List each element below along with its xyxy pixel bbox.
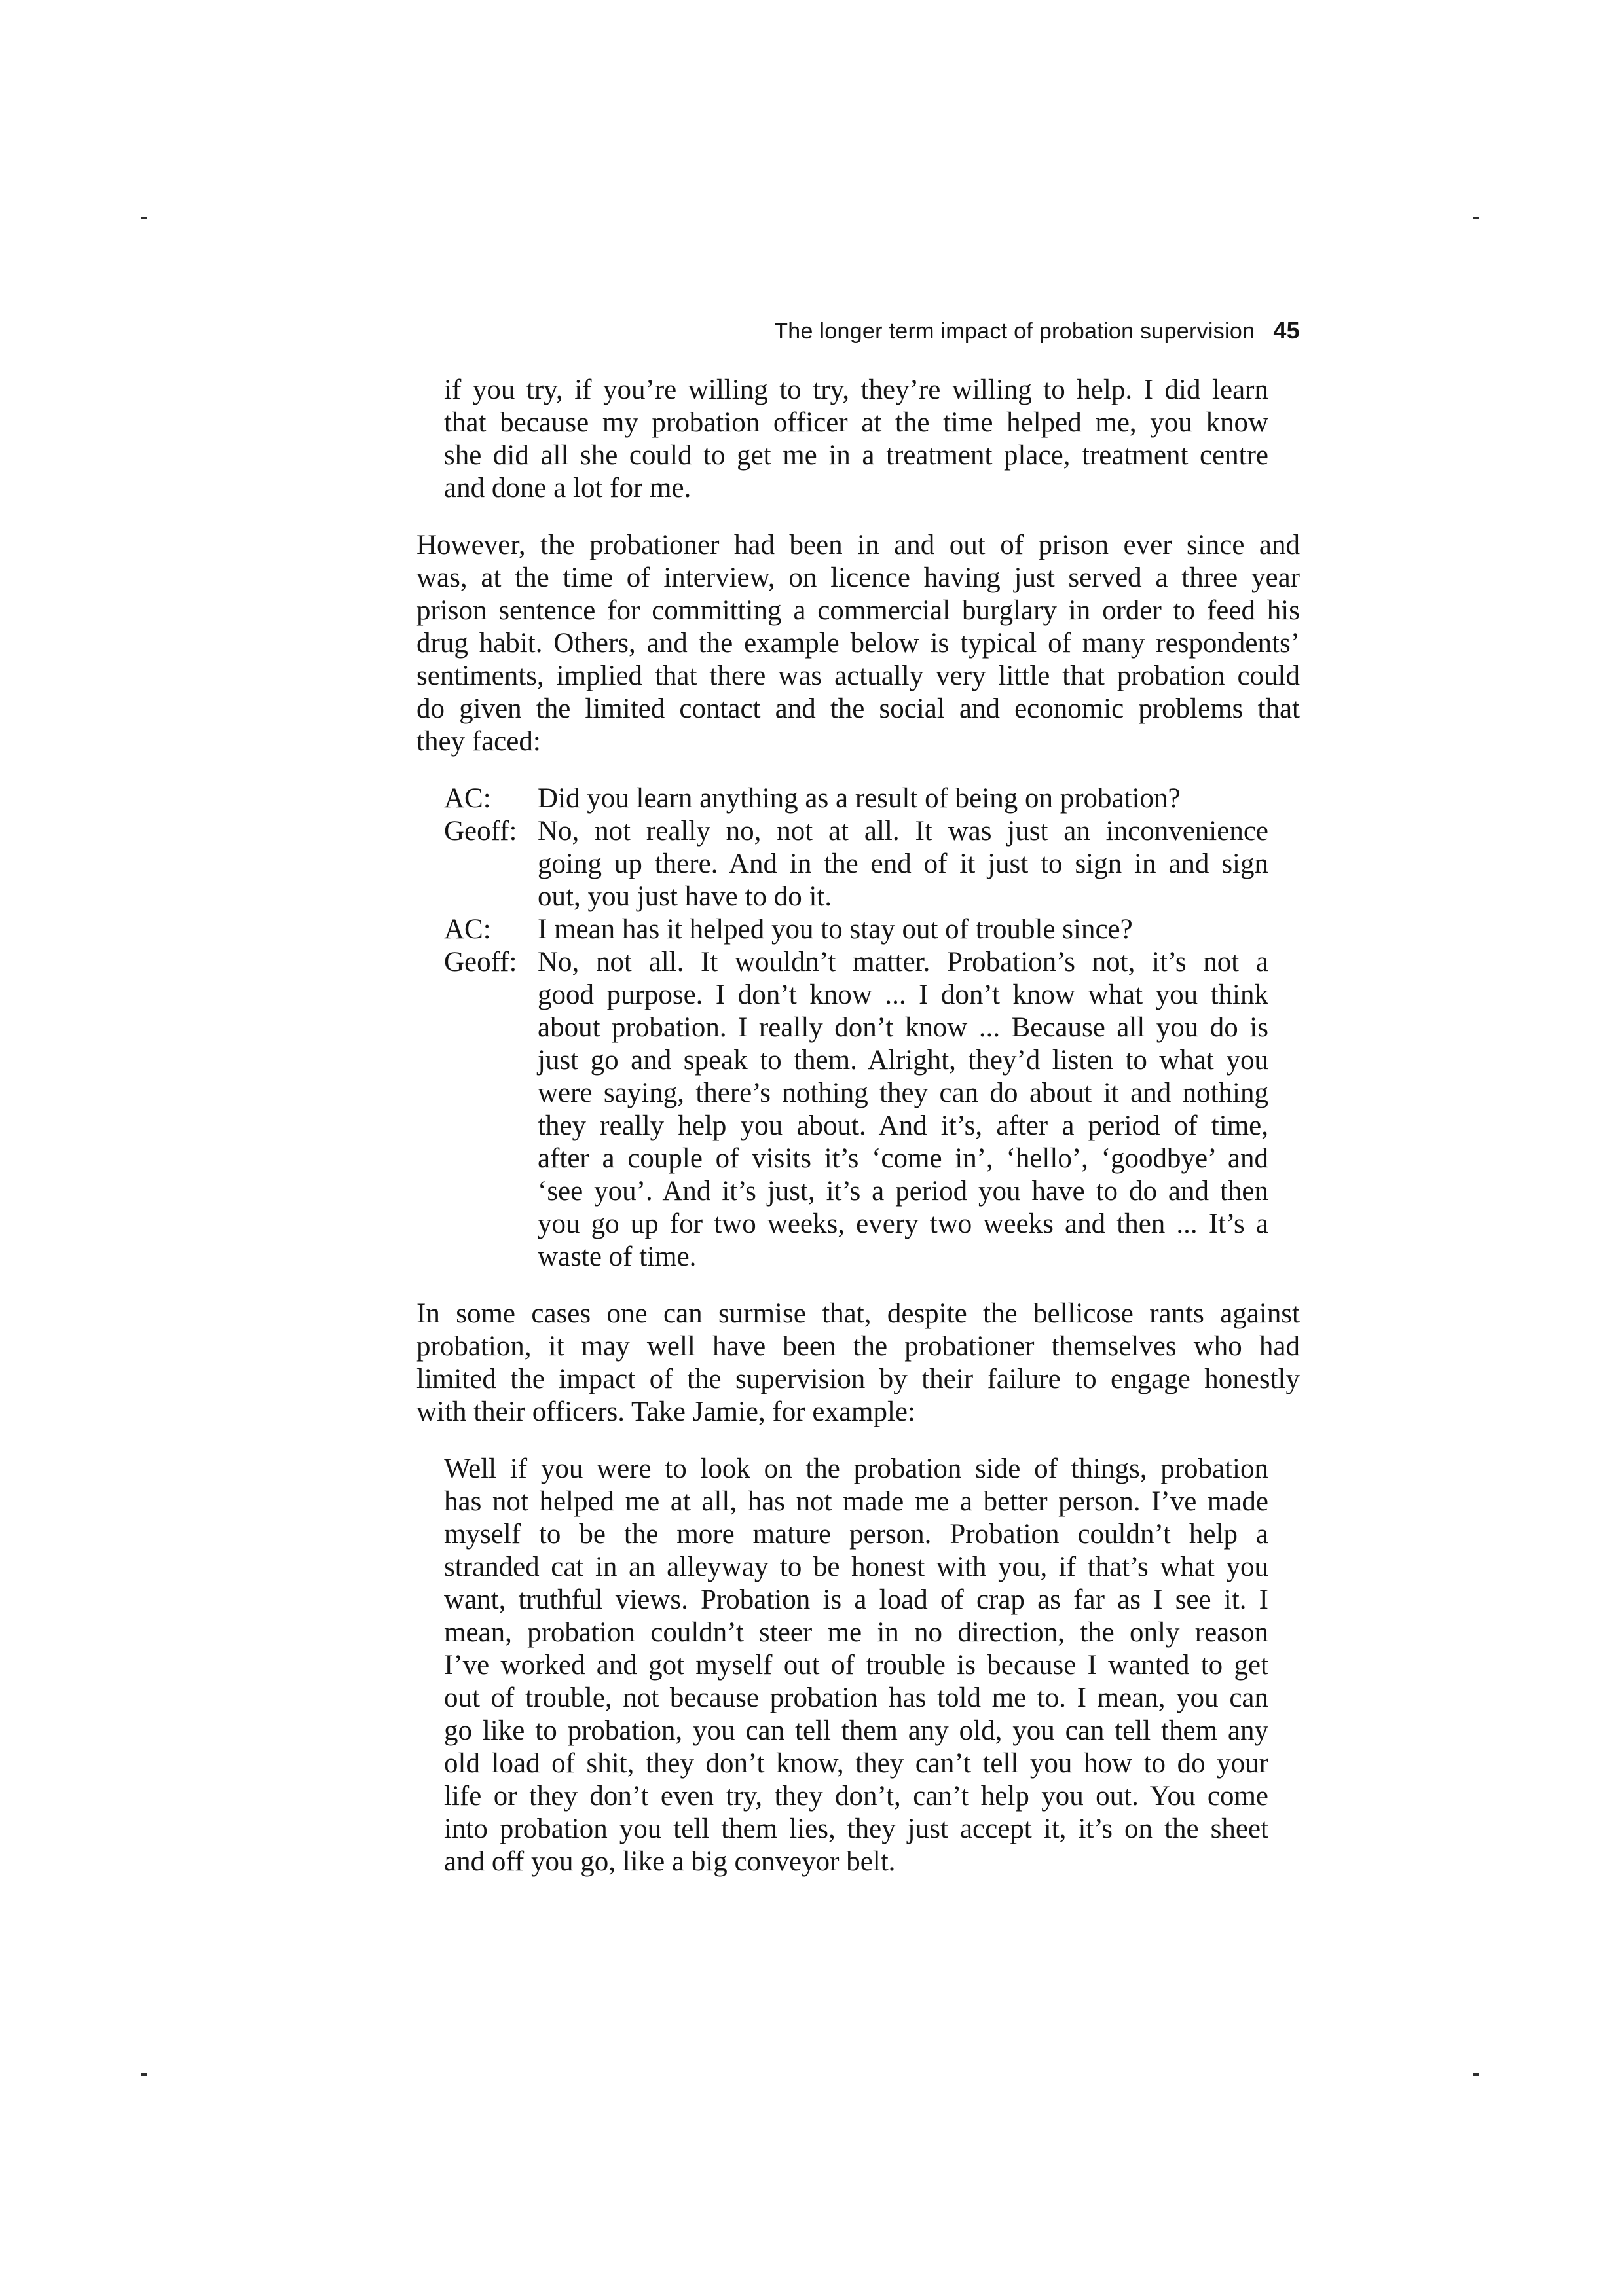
quote-block — [444, 1453, 1268, 1878]
paragraph-line: drug habit. Others, and the example below is typical of many respondents’ — [416, 628, 1300, 659]
dialogue-line: good purpose. I don’t know ... I don’t know what you think — [538, 979, 1268, 1010]
dialogue-line: were saying, there’s nothing they can do about it and nothing — [538, 1078, 1268, 1108]
quote-line: want, truthful views. Probation is a load of crap as far as I see it. I — [444, 1584, 1268, 1615]
quote-line: myself to be the more mature person. Probation couldn’t help a — [444, 1519, 1268, 1550]
dialogue-line: Did you learn anything as a result of being on probation? — [538, 783, 1181, 814]
crop-mark-bottom-right — [1473, 2073, 1479, 2076]
crop-mark-top-left — [141, 217, 147, 219]
quote-block — [444, 374, 1268, 505]
dialogue-line: after a couple of visits it’s ‘come in’, ‘hello’, ‘goodbye’ and — [538, 1143, 1268, 1174]
turn-text — [538, 913, 1268, 946]
page-number: 45 — [1273, 317, 1300, 344]
paragraph-line: with their officers. Take Jamie, for example: — [416, 1396, 915, 1427]
dialogue-line: they really help you about. And it’s, after a period of time, — [538, 1110, 1268, 1141]
turn-text — [538, 782, 1268, 815]
paragraph-line: probation, it may well have been the probationer themselves who had — [416, 1331, 1300, 1362]
dialogue-line: you go up for two weeks, every two weeks and then ... It’s a — [538, 1209, 1268, 1239]
quote-line: old load of shit, they don’t know, they can’t tell you how to do your — [444, 1748, 1268, 1779]
dialogue-turn — [444, 815, 1268, 913]
dialogue-line: ‘see you’. And it’s just, it’s a period you have to do and then — [538, 1176, 1268, 1207]
turn-text — [538, 946, 1268, 1273]
page-content — [416, 374, 1300, 1878]
dialogue-line: I mean has it helped you to stay out of trouble since? — [538, 914, 1133, 945]
quote-line: and off you go, like a big conveyor belt. — [444, 1846, 896, 1877]
quote-line: out of trouble, not because probation has told me to. I mean, you can — [444, 1683, 1268, 1713]
speaker-label: AC: — [444, 783, 491, 814]
paragraph-line: limited the impact of the supervision by their failure to engage honestly — [416, 1364, 1300, 1394]
paragraph-block — [416, 1298, 1300, 1429]
dialogue-line: No, not really no, not at all. It was just an inconvenience — [538, 816, 1268, 847]
paragraph-line: they faced: — [416, 726, 541, 757]
running-head — [416, 319, 1300, 342]
dialogue-line: about probation. I really don’t know ... Because all you do is — [538, 1012, 1268, 1043]
speaker-label: Geoff: — [444, 816, 517, 847]
dialogue-line: just go and speak to them. Alright, they’d listen to what you — [538, 1045, 1268, 1076]
quote-line: I’ve worked and got myself out of trouble is because I wanted to get — [444, 1650, 1268, 1681]
quote-line: life or they don’t even try, they don’t, can’t help you out. You come — [444, 1781, 1268, 1812]
paragraph-line: was, at the time of interview, on licence having just served a three year — [416, 562, 1300, 593]
quote-line: stranded cat in an alleyway to be honest with you, if that’s what you — [444, 1552, 1268, 1582]
running-head-title: The longer term impact of probation supervision — [774, 319, 1255, 344]
quote-line: go like to probation, you can tell them any old, you can tell them any — [444, 1715, 1268, 1746]
dialogue-line: going up there. And in the end of it just to sign in and sign — [538, 848, 1268, 879]
quote-line: into probation you tell them lies, they just accept it, it’s on the sheet — [444, 1813, 1268, 1844]
paragraph-line: prison sentence for committing a commercial burglary in order to feed his — [416, 595, 1300, 626]
quote-line: Well if you were to look on the probation side of things, probation — [444, 1453, 1268, 1484]
dialogue-turn — [444, 946, 1268, 1273]
speaker-label: AC: — [444, 914, 491, 945]
dialogue-line: out, you just have to do it. — [538, 881, 832, 912]
quote-line: mean, probation couldn’t steer me in no direction, the only reason — [444, 1617, 1268, 1648]
quote-line: she did all she could to get me in a treatment place, treatment centre — [444, 440, 1268, 471]
turn-text — [538, 815, 1268, 913]
crop-mark-bottom-left — [141, 2073, 147, 2076]
speaker-label: Geoff: — [444, 947, 517, 977]
dialogue-line: waste of time. — [538, 1241, 697, 1272]
paragraph-line: In some cases one can surmise that, despite the bellicose rants against — [416, 1298, 1300, 1329]
dialogue-turn — [444, 782, 1268, 815]
dialogue-turn — [444, 913, 1268, 946]
dialogue-line: No, not all. It wouldn’t matter. Probation’s not, it’s not a — [538, 947, 1268, 977]
quote-line: has not helped me at all, has not made me a better person. I’ve made — [444, 1486, 1268, 1517]
paragraph-line: sentiments, implied that there was actually very little that probation could — [416, 661, 1300, 691]
quote-line: and done a lot for me. — [444, 473, 692, 503]
paragraph-line: do given the limited contact and the social and economic problems that — [416, 693, 1300, 724]
crop-mark-top-right — [1473, 217, 1479, 219]
paragraph-block — [416, 529, 1300, 758]
quote-line: that because my probation officer at the time helped me, you know — [444, 407, 1268, 438]
dialogue-block — [444, 782, 1268, 1273]
paragraph-line: However, the probationer had been in and out of prison ever since and — [416, 530, 1300, 560]
quote-line: if you try, if you’re willing to try, they’re willing to help. I did learn — [444, 374, 1268, 405]
